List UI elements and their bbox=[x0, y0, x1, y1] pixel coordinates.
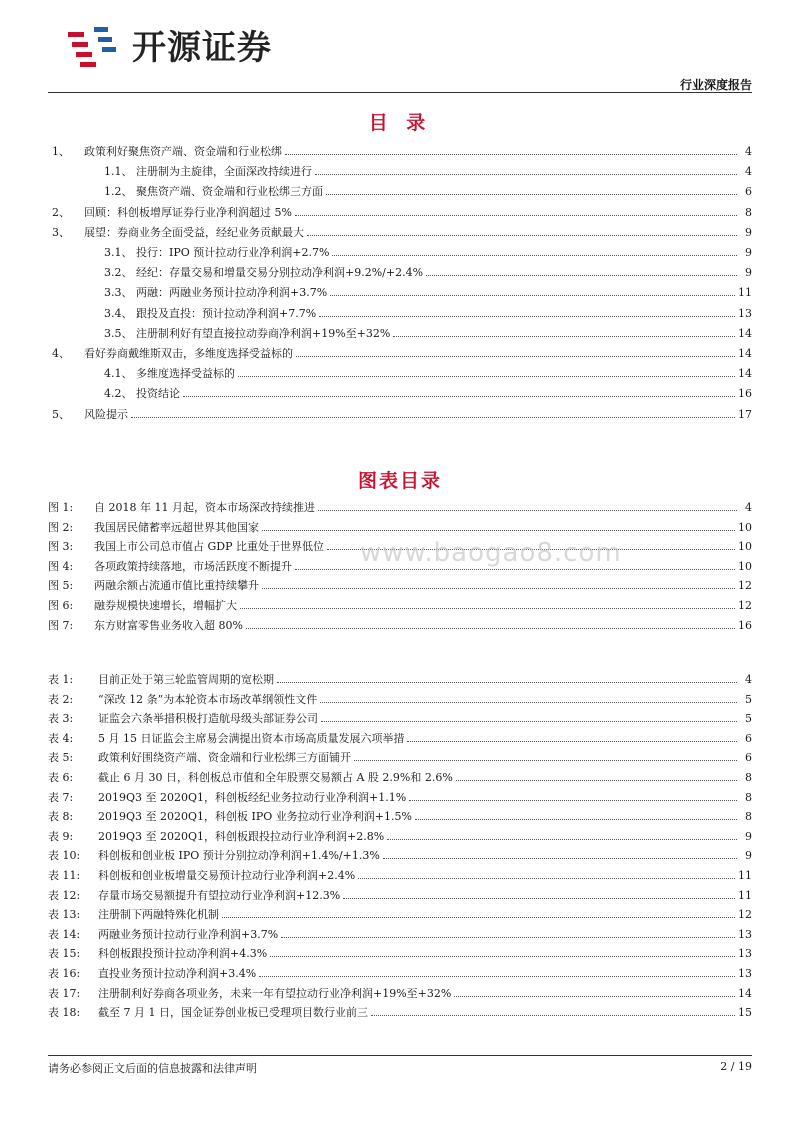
toc-entry[interactable] bbox=[48, 182, 752, 198]
entry-label[interactable]: 5 月 15 日证监会主席易会满提出资本市场高质量发展六项举措 bbox=[98, 731, 405, 745]
entry-number: 图 7: bbox=[48, 618, 74, 632]
toc-entry[interactable] bbox=[48, 243, 752, 259]
entry-label[interactable]: 东方财富零售业务收入超 80% bbox=[94, 618, 243, 632]
toc-entry[interactable] bbox=[48, 324, 752, 340]
toc-entry[interactable] bbox=[48, 690, 752, 706]
entry-number: 3.2、 bbox=[104, 266, 133, 280]
entry-label[interactable]: 注册制下两融特殊化机制 bbox=[98, 908, 219, 922]
dot-leader bbox=[393, 335, 735, 337]
entry-page-number[interactable]: 8 bbox=[745, 771, 752, 784]
entry-page-number[interactable]: 4 bbox=[745, 673, 752, 686]
toc-entry[interactable] bbox=[48, 944, 752, 960]
dot-leader bbox=[270, 955, 735, 957]
toc-entry[interactable] bbox=[48, 846, 752, 862]
entry-page-number[interactable]: 11 bbox=[738, 888, 752, 902]
entry-page-number[interactable]: 13 bbox=[738, 927, 752, 941]
entry-label[interactable]: 投行：IPO 预计拉动行业净利润+2.7% bbox=[136, 246, 330, 259]
entry-number: 表 17: bbox=[48, 986, 81, 1000]
entry-number: 表 14: bbox=[48, 927, 81, 941]
entry-number: 4.2、 bbox=[104, 387, 133, 401]
entry-page-number[interactable]: 10 bbox=[738, 540, 752, 554]
entry-page-number[interactable]: 13 bbox=[738, 967, 752, 980]
dot-leader bbox=[330, 294, 735, 296]
dot-leader bbox=[354, 759, 737, 761]
dot-leader bbox=[262, 529, 735, 531]
entry-page-number[interactable]: 8 bbox=[745, 205, 752, 219]
dot-leader bbox=[321, 720, 737, 722]
entry-number: 3.5、 bbox=[104, 326, 133, 340]
entry-number: 表 2: bbox=[48, 692, 74, 706]
entry-number: 表 9: bbox=[48, 829, 74, 843]
dot-leader bbox=[315, 173, 737, 175]
entry-label[interactable]: 目前正处于第三轮监管周期的宽松期 bbox=[98, 673, 274, 686]
entry-page-number[interactable]: 8 bbox=[745, 790, 752, 804]
dot-leader bbox=[454, 995, 735, 997]
dot-leader bbox=[240, 607, 735, 609]
page-header bbox=[0, 0, 800, 90]
entry-label[interactable]: 两融业务预计拉动行业净利润+3.7% bbox=[98, 927, 279, 941]
entry-page-number[interactable]: 5 bbox=[745, 712, 752, 726]
dot-leader bbox=[426, 274, 737, 276]
entry-page-number[interactable]: 9 bbox=[745, 266, 752, 280]
dot-leader bbox=[326, 193, 737, 195]
entry-label[interactable]: 截止 6 月 30 日，科创板总市值和全年股票交易额占 A 股 2.9%和 2.6% bbox=[98, 771, 453, 784]
entry-page-number[interactable]: 16 bbox=[738, 387, 752, 401]
toc-entry[interactable] bbox=[48, 788, 752, 804]
entry-page-number[interactable]: 12 bbox=[738, 599, 752, 612]
entry-label[interactable]: 2019Q3 至 2020Q1，科创板经纪业务拉动行业净利润+1.1% bbox=[98, 790, 407, 804]
entry-label[interactable]: 我国上市公司总市值占 GDP 比重处于世界低位 bbox=[94, 540, 324, 554]
entry-number: 表 5: bbox=[48, 751, 74, 765]
entry-number: 图 2: bbox=[48, 520, 74, 534]
entry-number: 表 12: bbox=[48, 888, 81, 902]
entry-number: 表 13: bbox=[48, 908, 81, 922]
entry-label[interactable]: 回顾：科创板增厚证券行业净利润超过 5% bbox=[84, 205, 292, 219]
toc-entry[interactable] bbox=[48, 162, 752, 178]
dot-leader bbox=[285, 153, 737, 155]
entry-number: 表 6: bbox=[48, 771, 74, 784]
entry-number: 5、 bbox=[52, 407, 70, 421]
dot-leader bbox=[259, 975, 735, 977]
entry-label[interactable]: “深改 12 条”为本轮资本市场改革纲领性文件 bbox=[98, 692, 318, 706]
entry-page-number[interactable]: 8 bbox=[745, 810, 752, 824]
entry-label[interactable]: 科创板和创业板增量交易预计拉动行业净利润+2.4% bbox=[98, 869, 356, 882]
entry-number: 1.1、 bbox=[104, 165, 133, 179]
entry-label[interactable]: 自 2018 年 11 月起，资本市场深改持续推进 bbox=[94, 501, 315, 514]
report-type-label: 行业深度报告 bbox=[679, 78, 752, 92]
entry-number: 表 4: bbox=[48, 731, 74, 745]
entry-number: 1、 bbox=[52, 145, 70, 158]
entry-number: 1.2、 bbox=[104, 185, 133, 199]
entry-page-number[interactable]: 15 bbox=[738, 1006, 752, 1020]
entry-page-number[interactable]: 11 bbox=[738, 869, 752, 882]
dot-leader bbox=[387, 838, 737, 840]
dot-leader bbox=[222, 916, 735, 918]
entry-number: 表 10: bbox=[48, 849, 81, 863]
entry-label[interactable]: 展望：券商业务全面受益，经纪业务贡献最大 bbox=[84, 225, 304, 239]
dot-leader bbox=[262, 587, 735, 589]
dot-leader bbox=[307, 234, 737, 236]
toc-entry[interactable] bbox=[48, 1003, 752, 1019]
entry-label[interactable]: 政策利好围绕资产端、资金端和行业松绑三方面铺开 bbox=[98, 751, 351, 765]
entry-number: 2、 bbox=[52, 205, 70, 219]
entry-page-number[interactable]: 4 bbox=[745, 165, 752, 179]
entry-label[interactable]: 2019Q3 至 2020Q1，科创板跟投拉动行业净利润+2.8% bbox=[98, 829, 385, 843]
dot-leader bbox=[131, 416, 735, 418]
toc-entry[interactable] bbox=[48, 304, 752, 320]
entry-number: 3.4、 bbox=[104, 306, 133, 320]
toc-entry[interactable] bbox=[48, 263, 752, 279]
toc-title: 目 录 bbox=[368, 112, 432, 134]
entry-number: 4、 bbox=[52, 347, 70, 360]
dot-leader bbox=[296, 355, 735, 357]
entry-label[interactable]: 风险提示 bbox=[84, 407, 128, 421]
dot-leader bbox=[456, 779, 737, 781]
dot-leader bbox=[319, 315, 735, 317]
entry-number: 4.1、 bbox=[104, 367, 133, 381]
dot-leader bbox=[183, 395, 735, 397]
dot-leader bbox=[320, 701, 737, 703]
entry-page-number[interactable]: 10 bbox=[738, 520, 752, 534]
entry-label[interactable]: 直投业务预计拉动净利润+3.4% bbox=[98, 967, 257, 980]
toc-entry[interactable] bbox=[48, 866, 752, 882]
entry-page-number[interactable]: 11 bbox=[738, 286, 752, 300]
entry-page-number[interactable]: 4 bbox=[745, 145, 752, 158]
entry-label[interactable]: 融券规模快速增长，增幅扩大 bbox=[94, 599, 237, 612]
dot-leader bbox=[246, 627, 735, 629]
entry-page-number[interactable]: 14 bbox=[738, 367, 752, 381]
entry-number: 图 3: bbox=[48, 540, 74, 554]
toc-entry[interactable] bbox=[48, 905, 752, 921]
entry-page-number[interactable]: 9 bbox=[745, 829, 752, 843]
entry-page-number[interactable]: 13 bbox=[738, 306, 752, 320]
entry-number: 表 11: bbox=[48, 869, 81, 882]
toc-entry[interactable] bbox=[48, 596, 752, 612]
entry-label[interactable]: 2019Q3 至 2020Q1，科创板 IPO 业务拉动行业净利润+1.5% bbox=[98, 810, 412, 824]
footer-divider bbox=[48, 1055, 752, 1056]
entry-number: 图 4: bbox=[48, 559, 74, 573]
toc-entry[interactable] bbox=[48, 709, 752, 725]
entry-label[interactable]: 看好券商戴维斯双击，多维度选择受益标的 bbox=[84, 347, 293, 360]
toc-entry[interactable] bbox=[48, 344, 752, 360]
entry-label[interactable]: 各项政策持续落地，市场活跃度不断提升 bbox=[94, 559, 292, 573]
entry-number: 表 3: bbox=[48, 712, 74, 726]
entry-page-number[interactable]: 12 bbox=[738, 579, 752, 593]
toc-entry[interactable] bbox=[48, 364, 752, 380]
toc-entry[interactable] bbox=[48, 405, 752, 421]
entry-number: 图 5: bbox=[48, 579, 74, 593]
entry-page-number[interactable]: 5 bbox=[745, 692, 752, 706]
entry-label[interactable]: 存量市场交易额提升有望拉动行业净利润+12.3% bbox=[98, 888, 341, 902]
footer-disclaimer: 请务必参阅正文后面的信息披露和法律声明 bbox=[48, 1062, 257, 1075]
toc-entry[interactable] bbox=[48, 223, 752, 239]
entry-number: 表 7: bbox=[48, 790, 74, 804]
toc-entry[interactable] bbox=[48, 984, 752, 1000]
toc-entry[interactable] bbox=[48, 768, 752, 784]
entry-number: 表 16: bbox=[48, 967, 81, 980]
toc-entry[interactable] bbox=[48, 964, 752, 980]
toc-entry[interactable] bbox=[48, 886, 752, 902]
toc-entry[interactable] bbox=[48, 203, 752, 219]
entry-label[interactable]: 科创板跟投预计拉动净利润+4.3% bbox=[98, 947, 268, 961]
entry-page-number[interactable]: 6 bbox=[745, 185, 752, 199]
entry-number: 表 1: bbox=[48, 673, 74, 686]
toc-entry[interactable] bbox=[48, 498, 752, 514]
toc-entry[interactable] bbox=[48, 616, 752, 632]
entry-page-number[interactable]: 14 bbox=[738, 347, 752, 360]
header-divider bbox=[48, 92, 752, 93]
dot-leader bbox=[277, 681, 737, 683]
entry-label[interactable]: 两融：两融业务预计拉动净利润+3.7% bbox=[136, 286, 328, 300]
entry-page-number[interactable]: 13 bbox=[738, 947, 752, 961]
dot-leader bbox=[358, 877, 735, 879]
entry-label[interactable]: 经纪：存量交易和增量交易分别拉动净利润+9.2%/+2.4% bbox=[136, 266, 424, 280]
dot-leader bbox=[238, 375, 735, 377]
entry-number: 3、 bbox=[52, 225, 70, 239]
entry-page-number[interactable]: 14 bbox=[738, 326, 752, 340]
entry-label[interactable]: 注册制利好券商各项业务，未来一年有望拉动行业净利润+19%至+32% bbox=[98, 986, 452, 1000]
toc-entry[interactable] bbox=[48, 670, 752, 686]
entry-label[interactable]: 科创板和创业板 IPO 预计分别拉动净利润+1.4%/+1.3% bbox=[98, 849, 380, 863]
entry-number: 3.1、 bbox=[104, 246, 133, 259]
entry-page-number[interactable]: 12 bbox=[738, 908, 752, 922]
toc-entry[interactable] bbox=[48, 576, 752, 592]
dot-leader bbox=[407, 740, 737, 742]
entry-page-number[interactable]: 9 bbox=[745, 246, 752, 259]
dot-leader bbox=[371, 1014, 735, 1016]
dot-leader bbox=[415, 818, 737, 820]
dot-leader bbox=[318, 509, 737, 511]
toc-entry[interactable] bbox=[48, 142, 752, 158]
dot-leader bbox=[295, 214, 737, 216]
toc-entry[interactable] bbox=[48, 384, 752, 400]
entry-label[interactable]: 政策利好聚焦资产端、资金端和行业松绑 bbox=[84, 145, 282, 158]
entry-page-number[interactable]: 6 bbox=[745, 731, 752, 745]
entry-label[interactable]: 跟投及直投：预计拉动净利润+7.7% bbox=[136, 306, 317, 320]
entry-page-number[interactable]: 16 bbox=[738, 618, 752, 632]
toc-entry[interactable] bbox=[48, 518, 752, 534]
toc-entry[interactable] bbox=[48, 283, 752, 299]
entry-number: 表 8: bbox=[48, 810, 74, 824]
toc-entry[interactable] bbox=[48, 729, 752, 745]
entry-label[interactable]: 证监会六条举措积极打造航母级头部证券公司 bbox=[98, 712, 318, 726]
entry-label[interactable]: 注册制利好有望直接拉动券商净利润+19%至+32% bbox=[136, 326, 391, 340]
dot-leader bbox=[383, 857, 737, 859]
entry-label[interactable]: 多维度选择受益标的 bbox=[136, 367, 235, 381]
entry-page-number[interactable]: 9 bbox=[745, 225, 752, 239]
entry-label[interactable]: 投资结论 bbox=[136, 387, 180, 401]
toc-entry[interactable] bbox=[48, 925, 752, 941]
entry-label[interactable]: 我国居民储蓄率远超世界其他国家 bbox=[94, 520, 259, 534]
entry-label[interactable]: 注册制为主旋律，全面深改持续进行 bbox=[136, 165, 312, 179]
entry-label[interactable]: 聚焦资产端、资金端和行业松绑三方面 bbox=[136, 185, 323, 199]
figures-title: 图表目录 bbox=[357, 470, 442, 492]
entry-page-number[interactable]: 10 bbox=[738, 559, 752, 573]
page-indicator: 2 / 19 bbox=[720, 1060, 752, 1073]
entry-page-number[interactable]: 9 bbox=[745, 849, 752, 863]
company-logo-text: 开源证券 bbox=[132, 28, 272, 68]
entry-number: 图 1: bbox=[48, 501, 74, 514]
dot-leader bbox=[409, 799, 737, 801]
toc-entry[interactable] bbox=[48, 827, 752, 843]
toc-entry[interactable] bbox=[48, 807, 752, 823]
entry-number: 图 6: bbox=[48, 599, 74, 612]
entry-page-number[interactable]: 4 bbox=[745, 501, 752, 514]
entry-page-number[interactable]: 14 bbox=[738, 986, 752, 1000]
dot-leader bbox=[295, 568, 735, 570]
entry-page-number[interactable]: 6 bbox=[745, 751, 752, 765]
entry-number: 3.3、 bbox=[104, 286, 133, 300]
entry-label[interactable]: 截至 7 月 1 日，国金证券创业板已受理项目数行业前三 bbox=[98, 1006, 368, 1020]
entry-page-number[interactable]: 17 bbox=[738, 407, 752, 421]
entry-number: 表 18: bbox=[48, 1006, 81, 1020]
toc-entry[interactable] bbox=[48, 748, 752, 764]
dot-leader bbox=[332, 254, 737, 256]
kaiyuan-logo-icon bbox=[64, 24, 124, 70]
watermark: www.baogao8.com bbox=[360, 538, 622, 568]
dot-leader bbox=[281, 936, 735, 938]
dot-leader bbox=[343, 897, 735, 899]
entry-number: 表 15: bbox=[48, 947, 81, 961]
entry-label[interactable]: 两融余额占流通市值比重持续攀升 bbox=[94, 579, 259, 593]
